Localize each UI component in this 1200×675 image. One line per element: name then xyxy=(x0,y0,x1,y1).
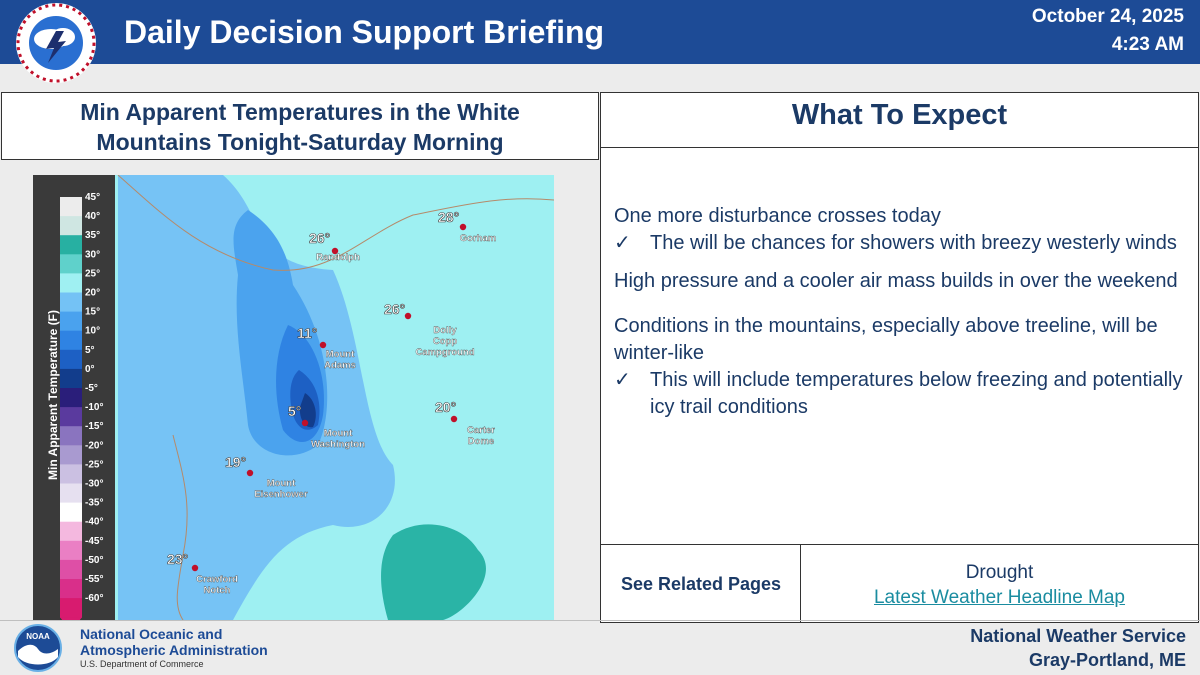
legend-swatch xyxy=(60,484,82,504)
footer-divider xyxy=(0,620,1200,621)
legend-label: -5° xyxy=(85,383,98,394)
legend-title: Min Apparent Temperature (F) xyxy=(46,309,60,480)
legend-swatch xyxy=(60,197,82,217)
expect-title: What To Expect xyxy=(791,99,1008,131)
location-marker xyxy=(302,420,308,426)
legend-label: 0° xyxy=(85,363,95,375)
expect-p3-check-text: This will include temperatures below freezing and potentially icy trail conditions xyxy=(650,369,1183,418)
legend-swatch xyxy=(60,541,82,561)
legend-swatch xyxy=(60,426,82,446)
legend-swatches xyxy=(60,197,82,620)
expect-p1-text: One more disturbance crosses today xyxy=(614,205,941,227)
expect-paragraph-3 xyxy=(614,313,1184,421)
related-pages-row xyxy=(601,544,1198,622)
legend-swatch xyxy=(60,235,82,255)
location-marker xyxy=(192,565,198,571)
location-name: Campground xyxy=(415,347,475,358)
location-temperature: 20° xyxy=(435,399,457,415)
location-marker xyxy=(451,416,457,422)
legend-swatch xyxy=(60,331,82,351)
legend-label: 20° xyxy=(85,287,101,299)
legend-swatch xyxy=(60,407,82,427)
location-temperature: 11° xyxy=(297,325,318,341)
location-name: Dolly xyxy=(433,325,457,336)
expect-p1-check-item xyxy=(614,230,1184,257)
location-name: Mount xyxy=(323,428,353,439)
legend-swatch xyxy=(60,369,82,389)
legend-swatch xyxy=(60,598,82,618)
legend-label: -50° xyxy=(85,554,104,566)
expect-paragraph-1 xyxy=(614,203,1184,257)
noaa-department: U.S. Department of Commerce xyxy=(80,659,204,669)
map-title-line-1: Min Apparent Temperatures in the White xyxy=(80,99,520,125)
nws-logo-icon xyxy=(8,1,104,86)
legend-label: 5° xyxy=(85,344,95,356)
legend-label: -10° xyxy=(85,402,104,414)
legend-label: -35° xyxy=(85,497,104,509)
legend-swatch xyxy=(60,560,82,580)
location-name: Notch xyxy=(203,585,231,596)
what-to-expect-panel xyxy=(600,92,1199,623)
legend-swatch xyxy=(60,312,82,332)
header-bar xyxy=(0,0,1200,64)
map-title-box xyxy=(1,92,599,160)
expect-header xyxy=(601,93,1198,148)
related-label-box xyxy=(601,545,801,623)
noaa-name-line-1: National Oceanic and xyxy=(80,626,223,642)
location-name: Carter xyxy=(467,425,495,436)
location-marker xyxy=(320,342,326,348)
map-title-line-2: Mountains Tonight-Saturday Morning xyxy=(96,129,504,155)
legend-swatch xyxy=(60,445,82,465)
legend-label: -30° xyxy=(85,478,104,490)
legend-swatch xyxy=(60,579,82,599)
location-temperature: 5° xyxy=(288,403,302,419)
related-drought-item[interactable]: Drought xyxy=(965,562,1034,583)
legend-label: -15° xyxy=(85,421,104,433)
legend-swatch xyxy=(60,503,82,523)
page-title: Daily Decision Support Briefing xyxy=(124,14,605,50)
expect-paragraph-2 xyxy=(614,268,1184,295)
location-temperature: 23° xyxy=(167,551,189,567)
legend-label: 30° xyxy=(85,249,101,261)
legend-label: 25° xyxy=(85,268,101,280)
location-temperature: 26° xyxy=(309,230,331,246)
legend-swatch xyxy=(60,388,82,408)
location-temperature: 19° xyxy=(225,454,247,470)
temperature-map xyxy=(33,175,554,620)
legend-label: -55° xyxy=(85,574,104,585)
noaa-logo-icon xyxy=(10,623,66,673)
location-name: Gorham xyxy=(459,233,497,244)
location-name: Washington xyxy=(311,439,365,450)
noaa-logo-text: NOAA xyxy=(26,632,50,641)
legend-label: 40° xyxy=(85,211,101,223)
noaa-name-line-2: Atmospheric Administration xyxy=(80,642,268,658)
legend-swatch xyxy=(60,254,82,274)
map-title xyxy=(2,97,598,157)
expect-p3-check-item xyxy=(614,367,1184,421)
location-name: Adams xyxy=(324,360,356,371)
office-name-line-2: Gray-Portland, ME xyxy=(1028,650,1186,670)
briefing-date: October 24, 2025 xyxy=(1031,6,1184,27)
location-name: Dome xyxy=(467,436,495,447)
expect-p2-text: High pressure and a cooler air mass builds in over the weekend xyxy=(614,270,1178,292)
location-name: Mount xyxy=(266,478,296,489)
check-mark-icon: ✓ xyxy=(614,232,631,254)
legend-label: -60° xyxy=(85,593,104,605)
location-marker xyxy=(247,470,253,476)
location-marker xyxy=(460,224,466,230)
legend-label: 35° xyxy=(85,230,101,242)
legend-label: 15° xyxy=(85,306,101,318)
location-name: Crawford xyxy=(196,574,238,585)
legend-swatch xyxy=(60,273,82,293)
related-pages-label: See Related Pages xyxy=(620,574,782,594)
office-name-line-1: National Weather Service xyxy=(970,626,1186,646)
expect-p1-check-text: The will be chances for showers with breezy westerly winds xyxy=(650,232,1177,254)
legend-label: -25° xyxy=(85,459,104,471)
location-temperature: 26° xyxy=(384,301,406,317)
legend-label: 45° xyxy=(85,192,101,203)
legend-label: -45° xyxy=(85,535,104,547)
location-name: Mount xyxy=(325,349,355,360)
legend-swatch xyxy=(60,216,82,236)
location-name: Randolph xyxy=(316,252,360,263)
location-marker xyxy=(405,313,411,319)
legend-swatch xyxy=(60,293,82,313)
latest-weather-headline-map-link[interactable]: Latest Weather Headline Map xyxy=(873,587,1126,608)
location-name: Copp xyxy=(432,336,458,347)
expect-p3-text: Conditions in the mountains, especially above treeline, will be winter-like xyxy=(614,315,1158,364)
legend-swatch xyxy=(60,350,82,370)
legend-label: -20° xyxy=(85,440,104,452)
briefing-time: 4:23 AM xyxy=(1111,34,1184,55)
location-temperature: 28° xyxy=(438,209,460,225)
legend-swatch xyxy=(60,464,82,484)
check-mark-icon: ✓ xyxy=(614,369,631,391)
location-name: Eisenhower xyxy=(254,489,308,500)
legend-label: -40° xyxy=(85,516,104,528)
expect-bullets xyxy=(614,203,1184,432)
legend-swatch xyxy=(60,522,82,542)
legend-label: 10° xyxy=(85,325,101,337)
